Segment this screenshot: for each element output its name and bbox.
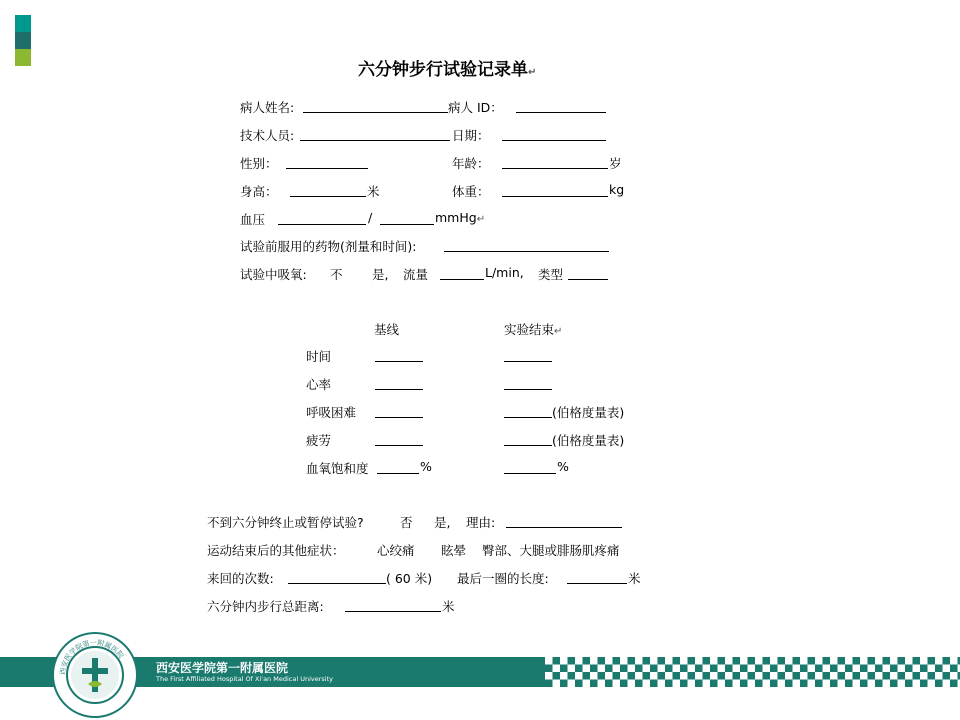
- row-dyspnea-end-line: [504, 417, 552, 418]
- oxygen-type-label: 类型: [538, 267, 564, 282]
- symptom-angina: 心绞痛: [377, 543, 415, 558]
- last-lap-line: [567, 583, 627, 584]
- patient-id-label: 病人 ID：: [448, 100, 503, 115]
- technician-label: 技术人员:: [240, 128, 295, 143]
- form-title: 六分钟步行试验记录单↵: [358, 60, 537, 80]
- weight-unit: kg: [609, 182, 625, 197]
- oxygen-flow-line: [440, 279, 484, 280]
- symptom-dizziness: 眩晕: [441, 543, 467, 558]
- last-lap-label: 最后一圈的长度:: [457, 571, 549, 586]
- row-dyspnea-suffix: (伯格度量表): [552, 405, 625, 420]
- stopped-reason-line: [506, 527, 622, 528]
- oxygen-flow-unit: L/min,: [485, 265, 524, 280]
- technician-line: [300, 140, 450, 141]
- row-hr-end-line: [504, 389, 552, 390]
- age-line: [502, 168, 608, 169]
- height-line: [290, 196, 366, 197]
- weight-label: 体重：: [452, 184, 490, 199]
- weight-line: [502, 196, 608, 197]
- laps-label: 来回的次数:: [207, 571, 274, 586]
- row-spo2-baseline-line: [377, 473, 419, 474]
- gender-line: [286, 168, 368, 169]
- hospital-name-en: The First Affiliated Hospital Of Xi'an Medical University: [156, 675, 333, 683]
- row-hr-baseline-line: [375, 389, 423, 390]
- age-unit: 岁: [609, 156, 622, 171]
- bp-line-2: [380, 224, 434, 225]
- bp-line-1: [278, 224, 366, 225]
- stopped-reason-label: 理由:: [466, 515, 496, 530]
- symptoms-label: 运动结束后的其他症状：: [207, 543, 345, 558]
- row-fatigue-baseline-line: [375, 445, 423, 446]
- date-line: [502, 140, 606, 141]
- col-end-header: 实验结束↵: [504, 322, 563, 337]
- oxygen-flow-label: 流量: [403, 267, 429, 282]
- row-time-baseline-line: [375, 361, 423, 362]
- total-distance-unit: 米: [442, 599, 455, 614]
- oxygen-label: 试验中吸氧:: [240, 267, 307, 282]
- seal-inner-ring: [66, 646, 124, 704]
- hospital-name-cn: 西安医学院第一附属医院: [156, 661, 289, 675]
- bp-unit: mmHg↵: [435, 210, 486, 225]
- date-label: 日期：: [452, 128, 490, 143]
- gender-label: 性别：: [240, 156, 278, 171]
- row-label-spo2: 血氧饱和度: [306, 461, 369, 476]
- patient-name-line: [303, 112, 448, 113]
- meds-label: 试验前服用的药物(剂量和时间):: [240, 239, 417, 254]
- oxygen-type-line: [568, 279, 608, 280]
- hospital-logo: [52, 632, 138, 718]
- total-distance-label: 六分钟内步行总距离:: [207, 599, 324, 614]
- row-dyspnea-baseline-line: [375, 417, 423, 418]
- height-label: 身高：: [240, 184, 278, 199]
- accent-square-2: [15, 32, 31, 49]
- row-label-heart-rate: 心率: [306, 377, 332, 392]
- age-label: 年龄：: [452, 156, 490, 171]
- laps-note: ( 60 米): [386, 571, 433, 586]
- patient-name-label: 病人姓名:: [240, 100, 295, 115]
- row-spo2-end-suffix: %: [557, 459, 569, 474]
- symptom-leg-pain: 臀部、大腿或腓肠肌疼痛: [482, 543, 620, 558]
- last-lap-unit: 米: [628, 571, 641, 586]
- row-spo2-baseline-unit: %: [420, 459, 432, 474]
- patient-id-line: [516, 112, 606, 113]
- row-label-time: 时间: [306, 349, 332, 364]
- accent-square-1: [15, 15, 31, 32]
- bp-separator: /: [368, 210, 373, 225]
- accent-square-3: [15, 49, 31, 66]
- col-baseline-header: 基线: [374, 322, 400, 337]
- medical-cross-icon: [68, 648, 122, 702]
- total-distance-line: [345, 611, 441, 612]
- row-fatigue-end-line: [504, 445, 552, 446]
- stopped-yes: 是,: [434, 515, 451, 530]
- laps-line: [288, 583, 386, 584]
- stopped-label: 不到六分钟终止或暂停试验?: [207, 515, 364, 530]
- height-unit: 米: [367, 184, 380, 199]
- bp-label: 血压: [240, 212, 266, 227]
- row-spo2-end-line: [504, 473, 556, 474]
- row-fatigue-suffix: (伯格度量表): [552, 433, 625, 448]
- oxygen-yes: 是,: [372, 267, 389, 282]
- footer-checker-pattern: [545, 657, 960, 687]
- meds-line: [444, 251, 609, 252]
- oxygen-no: 不: [330, 267, 343, 282]
- row-label-fatigue: 疲劳: [306, 433, 332, 448]
- row-time-end-line: [504, 361, 552, 362]
- stopped-no: 否: [400, 515, 413, 530]
- svg-text:西安医学院第一附属医院: 西安医学院第一附属医院: [58, 638, 126, 676]
- row-label-dyspnea: 呼吸困难: [306, 405, 357, 420]
